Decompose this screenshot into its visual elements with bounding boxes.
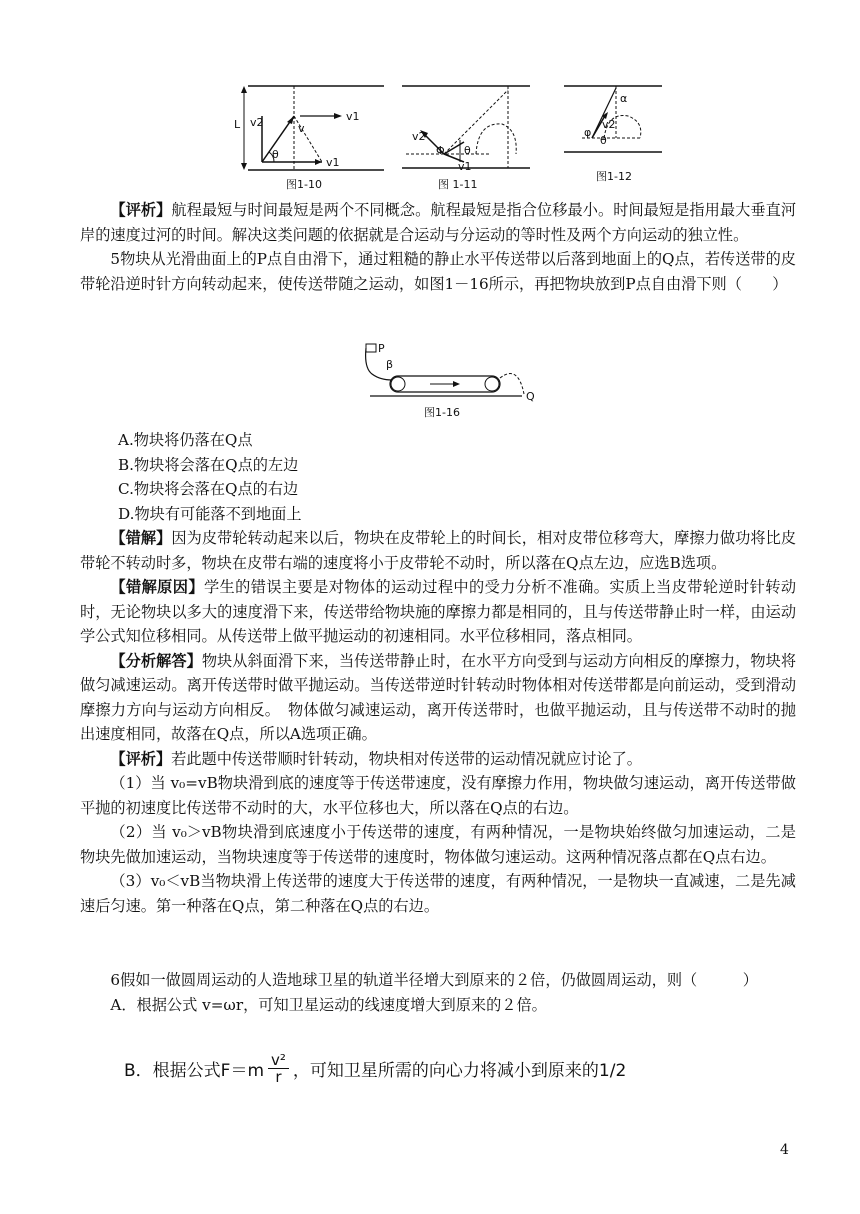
wrong-answer-paragraph	[80, 526, 796, 575]
question-number: 6	[110, 971, 121, 989]
label-v2: v2	[250, 116, 264, 129]
comment-text: 航程最短与时间最短是两个不同概念。航程最短是指合位移最小。时间最短是指用最大垂直河岸的速度过河的时间。解决这类问题的依据就是合运动与分运动的等时性及两个方向运动的独立性。	[80, 201, 797, 244]
reason-text: 学生的错误主要是对物体的运动过程中的受力分析不准确。实质上当皮带轮逆时针转动时，无论物块以多大的速度滑下来，传送带给物块施的摩擦力都是相同的，且与传送带静止时一样，由运动学公式知位移相同。从传送带上做平抛运动的初速相同。水平位移相同，落点相同。	[80, 578, 797, 645]
comment-paragraph-1	[80, 198, 796, 247]
figure-caption: 图 1-11	[438, 178, 478, 191]
comment-text: 若此题中传送带顺时针转动，物块相对传送带的运动情况就应讨论了。	[171, 749, 642, 768]
page-number: 4	[780, 1142, 789, 1158]
question-5	[80, 247, 796, 296]
reason-tag: 【错解原因】	[110, 578, 204, 596]
label-v1: v1	[458, 160, 472, 173]
label-theta: θ	[600, 134, 607, 147]
wrong-tag: 【错解】	[110, 529, 172, 547]
comment-paragraph-2	[80, 747, 796, 772]
figure-1-11-diagram	[398, 82, 534, 194]
label-theta: θ	[464, 144, 471, 157]
label-v2: v2	[412, 130, 426, 143]
figure-1-16-diagram	[358, 338, 544, 422]
figure-caption: 图1-10	[286, 178, 322, 191]
figure-caption: 图1-12	[596, 170, 632, 183]
comment-tag: 【评析】	[110, 201, 172, 219]
label-beta: β	[386, 358, 394, 371]
figure-1-10-diagram	[234, 82, 394, 194]
wrong-text: 因为皮带轮转动起来以后，物块在皮带轮上的时间长，相对皮带位移弯大，摩擦力做功将比皮带轮不转动时多，物块在皮带右端的速度将小于皮带轮不动时，所以落在Q点左边，应选B选项。	[80, 529, 797, 572]
label-phi: φ	[584, 126, 592, 139]
option-b-prefix: B．根据公式F＝m	[124, 1061, 265, 1081]
label-L: L	[234, 118, 241, 131]
question-number: 5	[110, 250, 121, 268]
option-b-suffix: ，可知卫星所需的向心力将减小到原来的1/2	[292, 1061, 627, 1081]
fraction	[268, 1052, 289, 1085]
analysis-tag: 【分析解答】	[110, 651, 202, 670]
label-theta: θ	[272, 148, 279, 161]
label-v1-top: v1	[346, 110, 360, 123]
fraction-denominator: r	[275, 1068, 282, 1086]
label-phi: Φ	[436, 144, 445, 157]
analysis-text: 物块从斜面滑下来，当传送带静止时，在水平方向受到与运动方向相反的摩擦力，物块将做匀减速运动。离开传送带时做平抛运动。当传送带逆时针转动时物体相对传送带都是向前运动，受到滑动摩擦力方向与运动方向相反。 物体做匀减速运动，离开传送带时，也做平抛运动，且与传送带不动时的抛出速度相同，故落在Q点，所以A选项正确。	[80, 651, 797, 743]
label-P: P	[378, 342, 385, 355]
figure-1-16	[358, 338, 544, 422]
text-block-3	[80, 968, 796, 1017]
figure-caption: 图1-16	[424, 406, 460, 419]
fraction-numerator: v²	[268, 1052, 289, 1069]
question-text: 假如一做圆周运动的人造地球卫星的轨道半径增大到原来的２倍，仍做圆周运动，则（ ）	[120, 971, 758, 989]
question-6-option-a: A．根据公式 v=ωr，可知卫星运动的线速度增大到原来的２倍。	[110, 995, 547, 1014]
label-v1-bottom: v1	[326, 156, 340, 169]
text-block-2	[80, 428, 796, 918]
case-3-paragraph: （3）v₀＜vB当物块滑上传送带的速度大于传送带的速度，有两种情况，一是物块一直减速，二是先减速后匀速。第一种落在Q点，第二种落在Q点的右边。	[80, 872, 796, 915]
text-block-1	[80, 198, 796, 296]
comment-tag: 【评析】	[110, 749, 172, 768]
label-v: v	[298, 122, 305, 135]
label-alpha: α	[620, 92, 628, 105]
figure-1-11	[398, 82, 534, 194]
option-a: A.物块将仍落在Q点	[118, 431, 253, 449]
case-1-paragraph: （1）当 v₀=vB物块滑到底的速度等于传送带速度，没有摩擦力作用，物块做匀速运动，离开传送带做平抛的初速度比传送带不动时的大，水平位移也大，所以落在Q点的右边。	[80, 774, 796, 817]
option-b: B.物块将会落在Q点的左边	[118, 455, 299, 474]
label-Q: Q	[526, 390, 535, 403]
case-2-paragraph: （2）当 v₀＞vB物块滑到底速度小于传送带的速度，有两种情况，一是物块始终做匀加速运动，二是物块先做加速运动，当物块速度等于传送带的速度时，物体做匀速运动。这两种情况落点都在Q点右边。	[80, 823, 796, 866]
label-v2: v2	[602, 118, 616, 131]
question-6-option-b	[124, 1052, 626, 1085]
question-text: 物块从光滑曲面上的P点自由滑下，通过粗糙的静止水平传送带以后落到地面上的Q点，若传送带的皮带轮沿逆时针方向转动起来，使传送带随之运动，如图1－16所示，再把物块放到P点自由滑下则（ ）	[80, 250, 796, 293]
option-d: D.物块有可能落不到地面上	[118, 504, 302, 523]
option-c: C.物块将会落在Q点的右边	[118, 480, 299, 498]
question-6	[80, 968, 796, 993]
analysis-paragraph	[80, 649, 796, 747]
wrong-reason-paragraph	[80, 575, 796, 649]
figure-1-12-diagram	[562, 82, 666, 186]
figure-1-10	[234, 82, 394, 194]
figure-1-12	[562, 82, 666, 186]
